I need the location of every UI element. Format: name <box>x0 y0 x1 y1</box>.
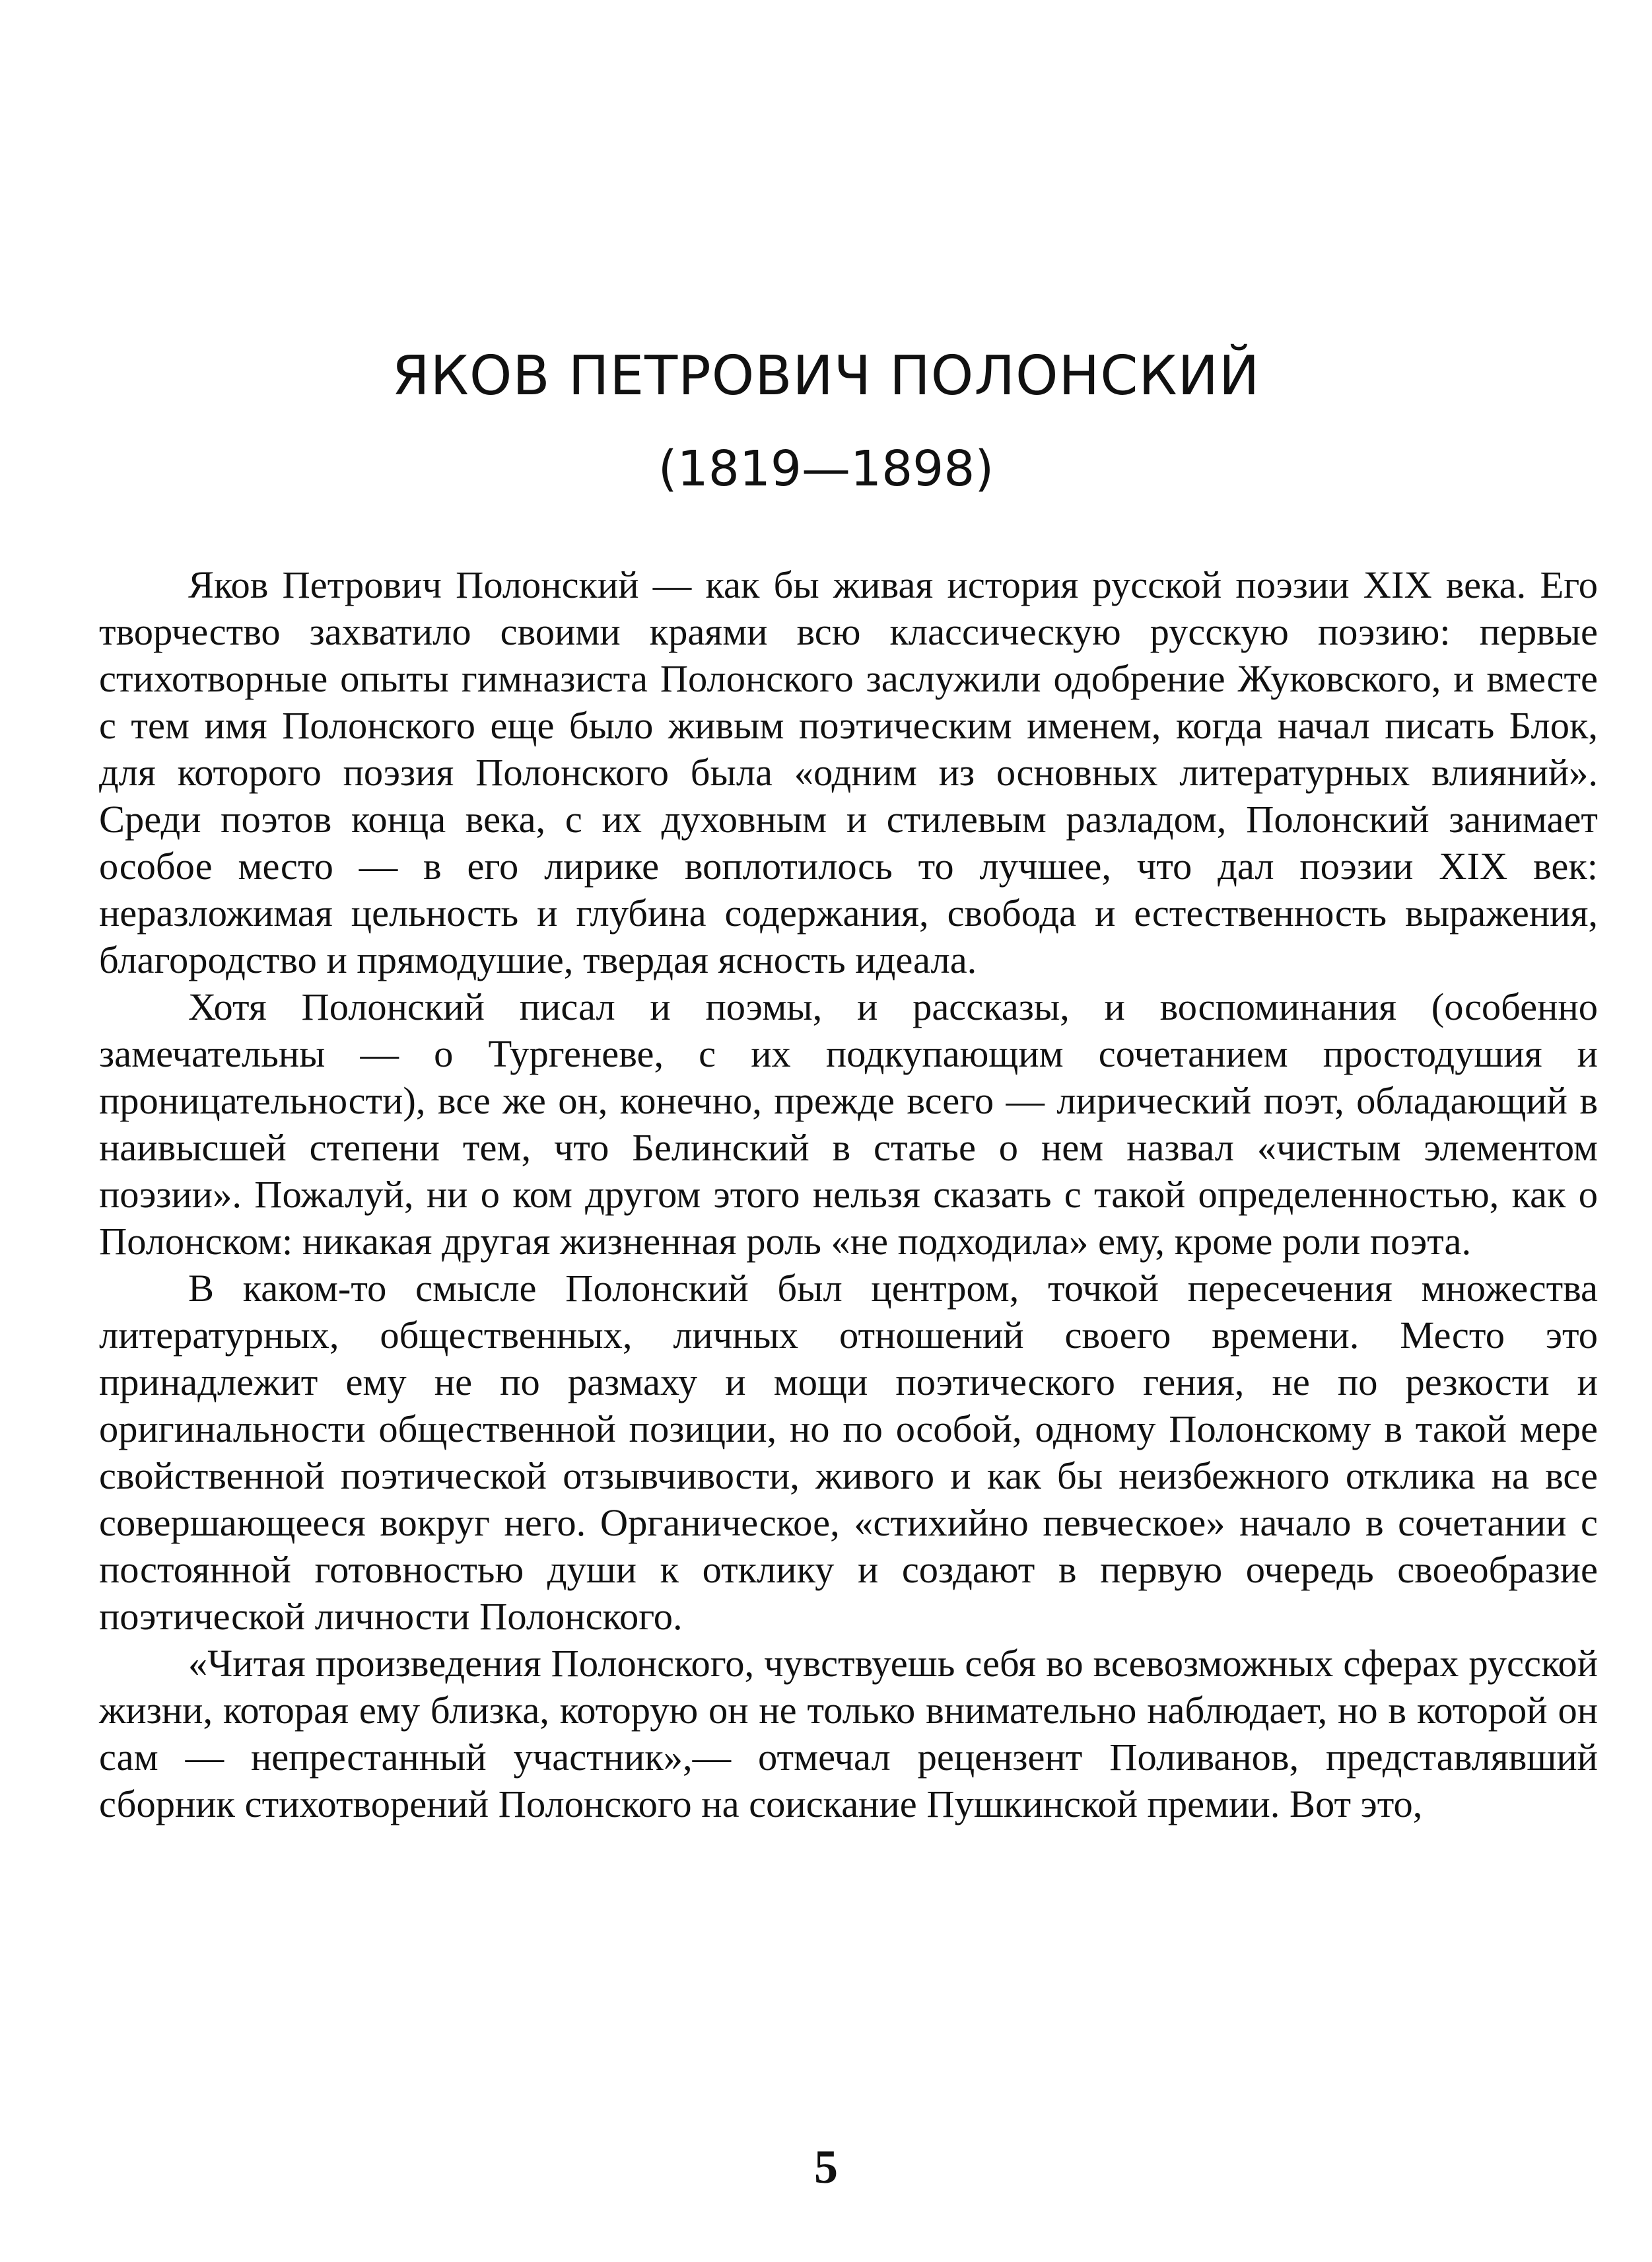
paragraph-1: Яков Петрович Полонский — как бы живая история русской поэзии XIX века. Его творчество захватило своими краями всю классическую русскую поэзию: первые стихотворные опыты гимназиста Полонского заслужили одобрение Жуковского, и вместе с тем имя Полонского еще было живым поэтическим именем, когда начал писать Блок, для которого поэзия Полонского была «одним из основных литературных влияний». Среди поэтов конца века, с их духовным и стилевым разладом, Полонский занимает особое место — в его лирике воплотилось то лучшее, что дал поэзии XIX век: неразложимая цельность и глубина содержания, свобода и естественность выражения, благородство и прямодушие, твердая ясность идеала. <box>99 563 1598 981</box>
page-number: 5 <box>814 2140 838 2193</box>
chapter-title: ЯКОВ ПЕТРОВИЧ ПОЛОНСКИЙ <box>392 345 1260 407</box>
paragraph-2: Хотя Полонский писал и поэмы, и рассказы, и воспоминания (особенно замечательны — о Тургеневе, с их подкупающим сочетанием простодушия и проницательности), все же он, конечно, прежде всего — лирический поэт, обладающий в наивысшей степени тем, что Белинский в статье о нем назвал «чистым элементом поэзии». Пожалуй, ни о ком другом этого нельзя сказать с такой определенностью, как о Полонском: никакая другая жизненная роль «не подходила» ему, кроме роли поэта. <box>99 985 1598 1263</box>
body-text <box>99 561 1598 1827</box>
life-dates: (1819—1898) <box>658 441 994 497</box>
paragraph-3: В каком-то смысле Полонский был центром, точкой пересечения множества литературных, общественных, личных отношений своего времени. Место это принадлежит ему не по размаху и мощи поэтического гения, не по резкости и оригинальности общественной позиции, но по особой, одному Полонскому в такой мере свойственной поэтической отзывчивости, живого и как бы неизбежного отклика на все совершающееся вокруг него. Органическое, «стихийно певческое» начало в сочетании с постоянной готовностью души к отклику и создают в первую очередь своеобразие поэтической личности Полонского. <box>99 1267 1598 1638</box>
paragraph-4: «Читая произведения Полонского, чувствуешь себя во всевозможных сферах русской жизни, которая ему близка, которую он не только внимательно наблюдает, но в которой он сам — непрестанный участник»,— отмечал рецензент Поливанов, представлявший сборник стихотворений Полонского на соискание Пушкинской премии. Вот это, <box>99 1642 1598 1825</box>
